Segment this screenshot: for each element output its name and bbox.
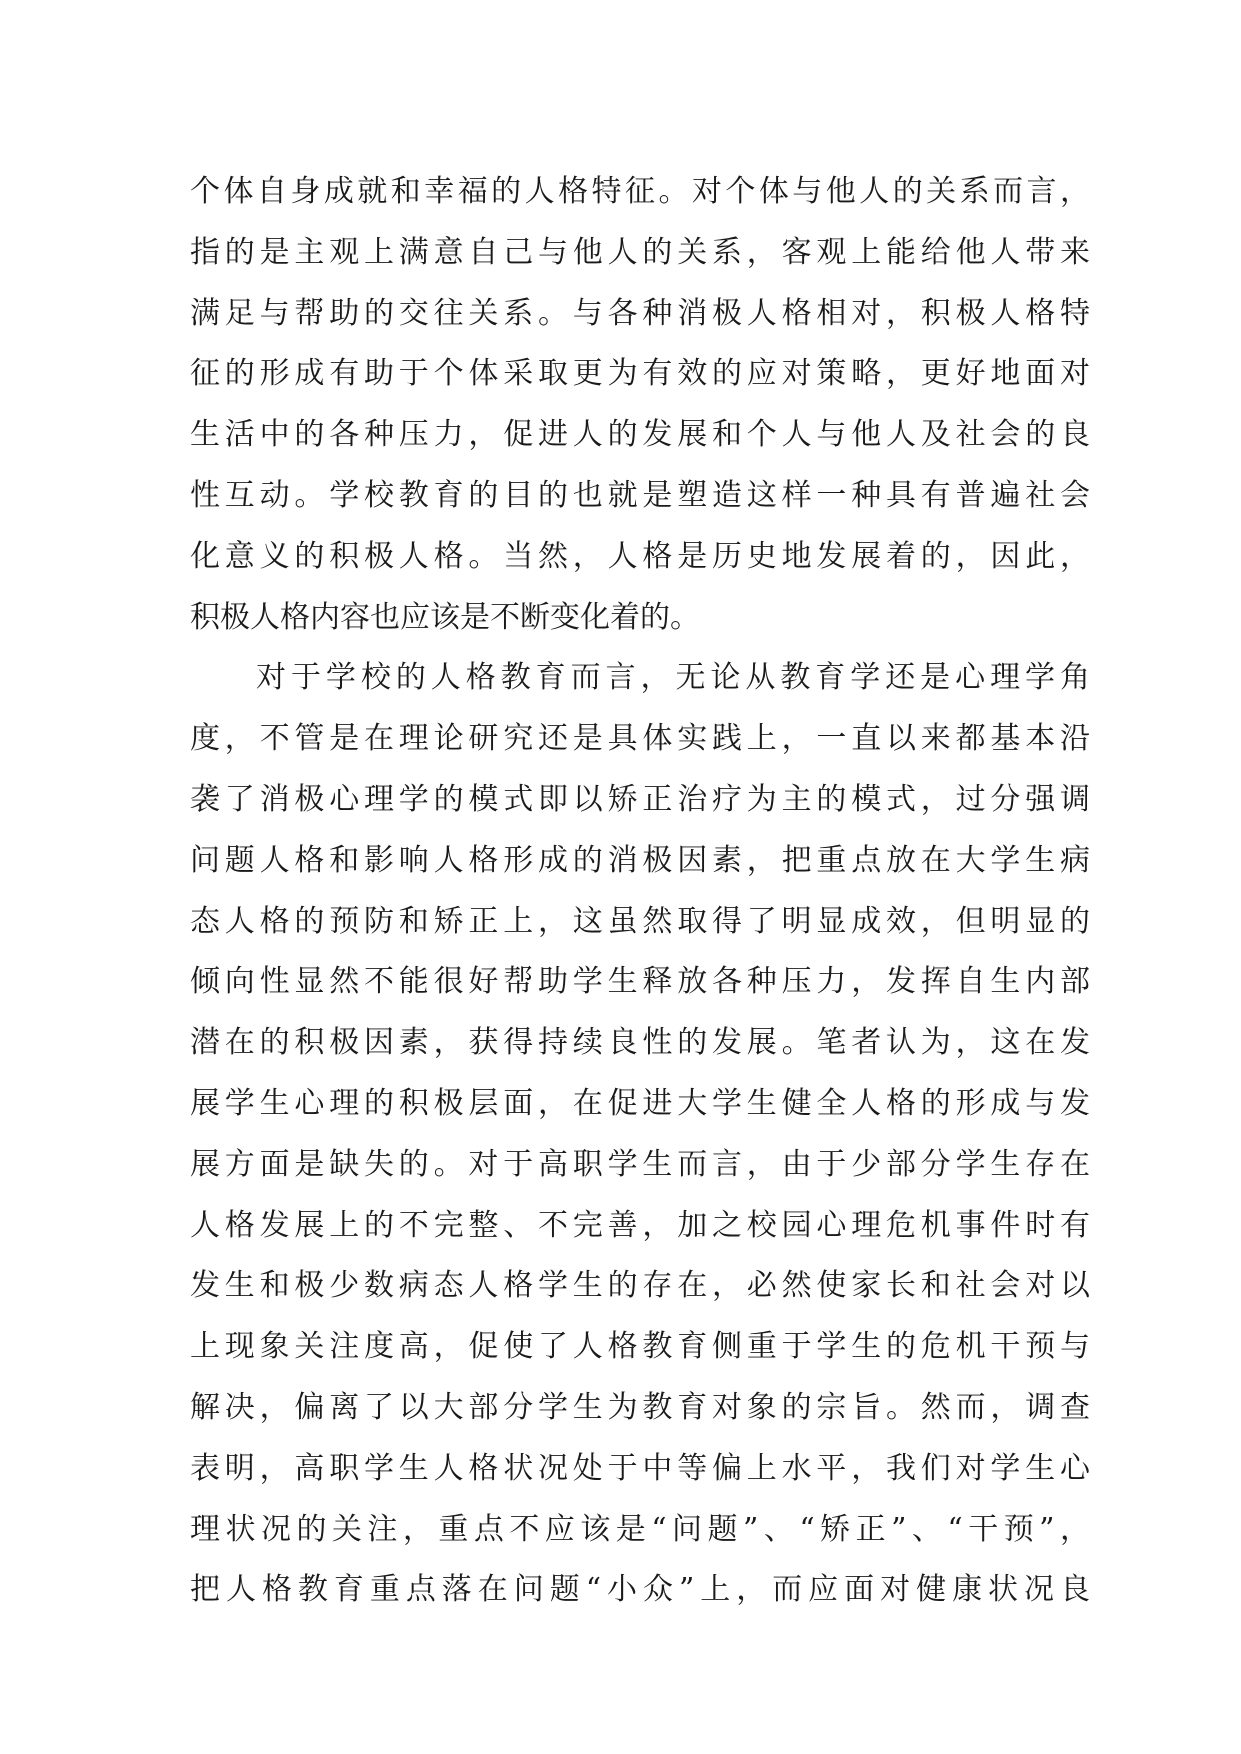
text-line: 生活中的各种压力，促进人的发展和个人与他人及社会的良 <box>190 417 1090 453</box>
text-line: 态人格的预防和矫正上，这虽然取得了明显成效，但明显的 <box>190 903 1090 939</box>
text-line: 潜在的积极因素，获得持续良性的发展。笔者认为，这在发 <box>190 1025 1090 1061</box>
text-line: 人格发展上的不完整、不完善，加之校园心理危机事件时有 <box>190 1207 1090 1243</box>
text-line: 积极人格内容也应该是不断变化着的。 <box>190 599 700 635</box>
text-line: 展方面是缺失的。对于高职学生而言，由于少部分学生存在 <box>190 1146 1090 1182</box>
body-text <box>190 162 1090 1621</box>
text-line: 性互动。学校教育的目的也就是塑造这样一种具有普遍社会 <box>190 477 1090 513</box>
text-line: 问题人格和影响人格形成的消极因素，把重点放在大学生病 <box>190 842 1090 878</box>
text-line: 表明，高职学生人格状况处于中等偏上水平，我们对学生心 <box>190 1450 1090 1486</box>
text-line: 指的是主观上满意自己与他人的关系，客观上能给他人带来 <box>190 234 1090 270</box>
text-line: 理状况的关注，重点不应该是“问题”、“矫正”、“干预”， <box>190 1511 1090 1547</box>
text-line: 解决，偏离了以大部分学生为教育对象的宗旨。然而，调查 <box>190 1389 1090 1425</box>
text-line: 度，不管是在理论研究还是具体实践上，一直以来都基本沿 <box>190 721 1090 757</box>
text-line: 满足与帮助的交往关系。与各种消极人格相对，积极人格特 <box>190 295 1090 331</box>
text-line: 征的形成有助于个体采取更为有效的应对策略，更好地面对 <box>190 356 1090 392</box>
text-line: 对于学校的人格教育而言，无论从教育学还是心理学角 <box>256 660 1090 696</box>
text-line: 个体自身成就和幸福的人格特征。对个体与他人的关系而言， <box>190 174 1090 209</box>
text-line: 把人格教育重点落在问题“小众”上，而应面对健康状况良 <box>190 1572 1090 1608</box>
text-line: 上现象关注度高，促使了人格教育侧重于学生的危机干预与 <box>190 1329 1090 1365</box>
text-line: 倾向性显然不能很好帮助学生释放各种压力，发挥自生内部 <box>190 964 1090 1000</box>
text-line: 展学生心理的积极层面，在促进大学生健全人格的形成与发 <box>190 1085 1090 1121</box>
text-line: 袭了消极心理学的模式即以矫正治疗为主的模式，过分强调 <box>190 781 1090 817</box>
text-line: 发生和极少数病态人格学生的存在，必然使家长和社会对以 <box>190 1268 1090 1304</box>
text-line: 化意义的积极人格。当然，人格是历史地发展着的，因此， <box>190 538 1090 574</box>
